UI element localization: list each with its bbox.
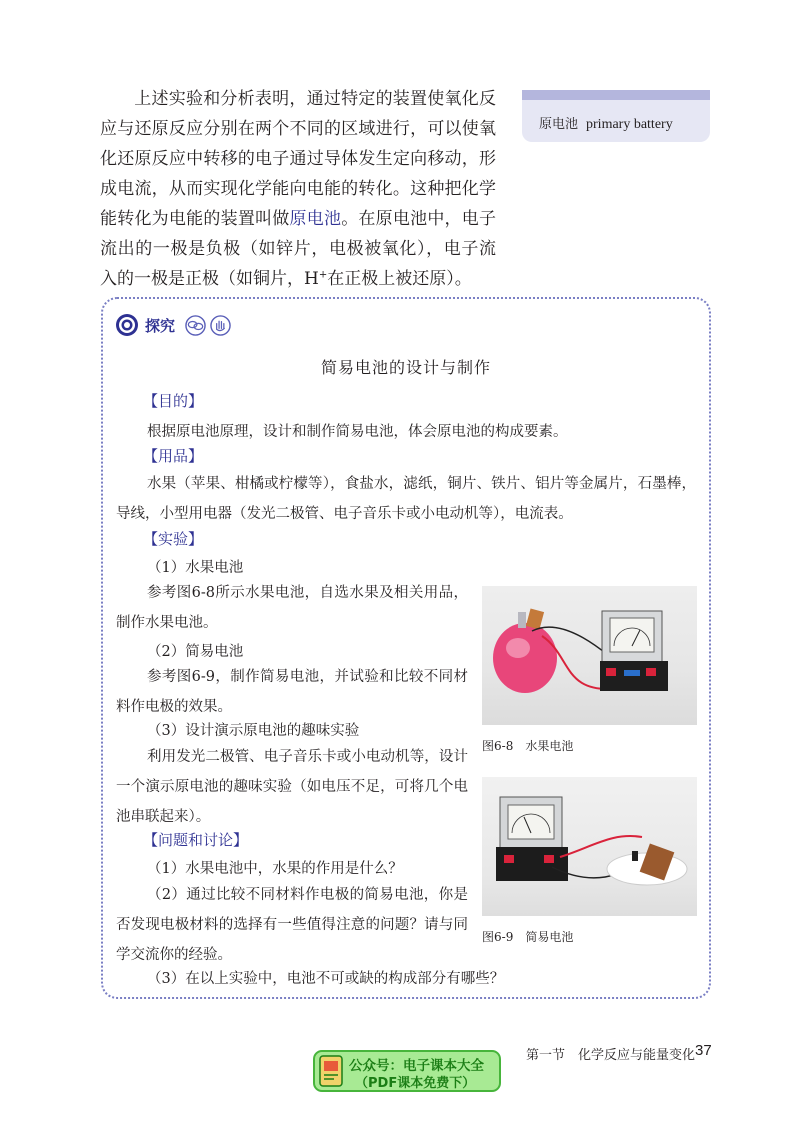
experiment-heading: 【实验】 — [143, 530, 204, 548]
badge-line-2: （PDF课本免费下） — [355, 1076, 476, 1091]
fruit-battery-illustration — [482, 586, 697, 725]
explore-box — [101, 297, 711, 999]
sidenote-bar — [522, 90, 710, 100]
term-primary-battery[interactable]: 原电池 — [289, 209, 342, 229]
simple-battery-photo — [482, 777, 697, 916]
intro-text: 上述实验和分析表明，通过特定的装置使氧化反应与还原反应分别在两个不同的区域进行，可以使氧化还原反应中转移的电子通过导体发生定向移动，形成电流，从而实现化学能向电能的转化。这种把化学能转化为电能的装置叫做 — [100, 89, 496, 229]
exp1-title: （1）水果电池 — [147, 560, 244, 576]
sidenote-cn: 原电池 — [539, 117, 579, 132]
materials-heading: 【用品】 — [143, 447, 204, 465]
page-number: 37 — [695, 1042, 712, 1059]
glossary-sidenote — [522, 90, 710, 142]
exp3-title: （3）设计演示原电池的趣味实验 — [147, 723, 360, 739]
running-footer: 第一节 化学反应与能量变化 — [526, 1048, 696, 1063]
simple-battery-illustration — [482, 777, 697, 916]
question-1: （1）水果电池中，水果的作用是什么？ — [147, 861, 403, 877]
book-logo-icon — [319, 1055, 343, 1087]
fig-6-8-caption: 图6-8 水果电池 — [482, 739, 574, 753]
intro-paragraph — [100, 84, 496, 294]
goal-text: 根据原电池原理，设计和制作简易电池，体会原电池的构成要素。 — [147, 424, 568, 440]
question-3: （3）在以上实验中，电池不可或缺的构成部分有哪些？ — [147, 971, 505, 987]
question-2: （2）通过比较不同材料作电极的简易电池，你是否发现电极材料的选择有一些值得注意的问题？请与同学交流你的经验。 — [116, 887, 468, 963]
explore-title: 简易电池的设计与制作 — [320, 358, 491, 377]
goal-heading: 【目的】 — [143, 392, 204, 410]
sidenote-en: primary battery — [586, 117, 673, 132]
exp2-title: （2）简易电池 — [147, 644, 244, 660]
badge-line-1: 公众号：电子课本大全 — [349, 1058, 484, 1074]
discussion-heading: 【问题和讨论】 — [143, 831, 249, 849]
watermark-badge — [313, 1050, 501, 1092]
materials-text: 水果（苹果、柑橘或柠檬等），食盐水，滤纸，铜片、铁片、铝片等金属片，石墨棒，导线，小型用电器（发光二极管、电子音乐卡或小电动机等），电流表。 — [116, 476, 696, 522]
exp3-text: 利用发光二极管、电子音乐卡或小电动机等，设计一个演示原电池的趣味实验（如电压不足，可将几个电池串联起来）。 — [116, 749, 468, 825]
explore-label: 探究 — [145, 316, 176, 335]
exp2-text: 参考图6-9，制作简易电池，并试验和比较不同材料作电极的效果。 — [116, 669, 468, 715]
exp1-text: 参考图6-8所示水果电池，自选水果及相关用品，制作水果电池。 — [116, 585, 468, 631]
explore-content — [103, 299, 709, 997]
fruit-battery-photo — [482, 586, 697, 725]
sidenote-text — [522, 100, 710, 133]
superscript-plus: + — [318, 269, 328, 281]
intro-text-3: 在正极上被还原）。 — [327, 269, 472, 289]
fig-6-9-caption: 图6-9 简易电池 — [482, 930, 574, 944]
intro-text-2: 。在原电池中，电子流出的一极是负极（如锌片，电极被氧化），电子流入的一极是正极（如铜片，H — [100, 209, 497, 289]
